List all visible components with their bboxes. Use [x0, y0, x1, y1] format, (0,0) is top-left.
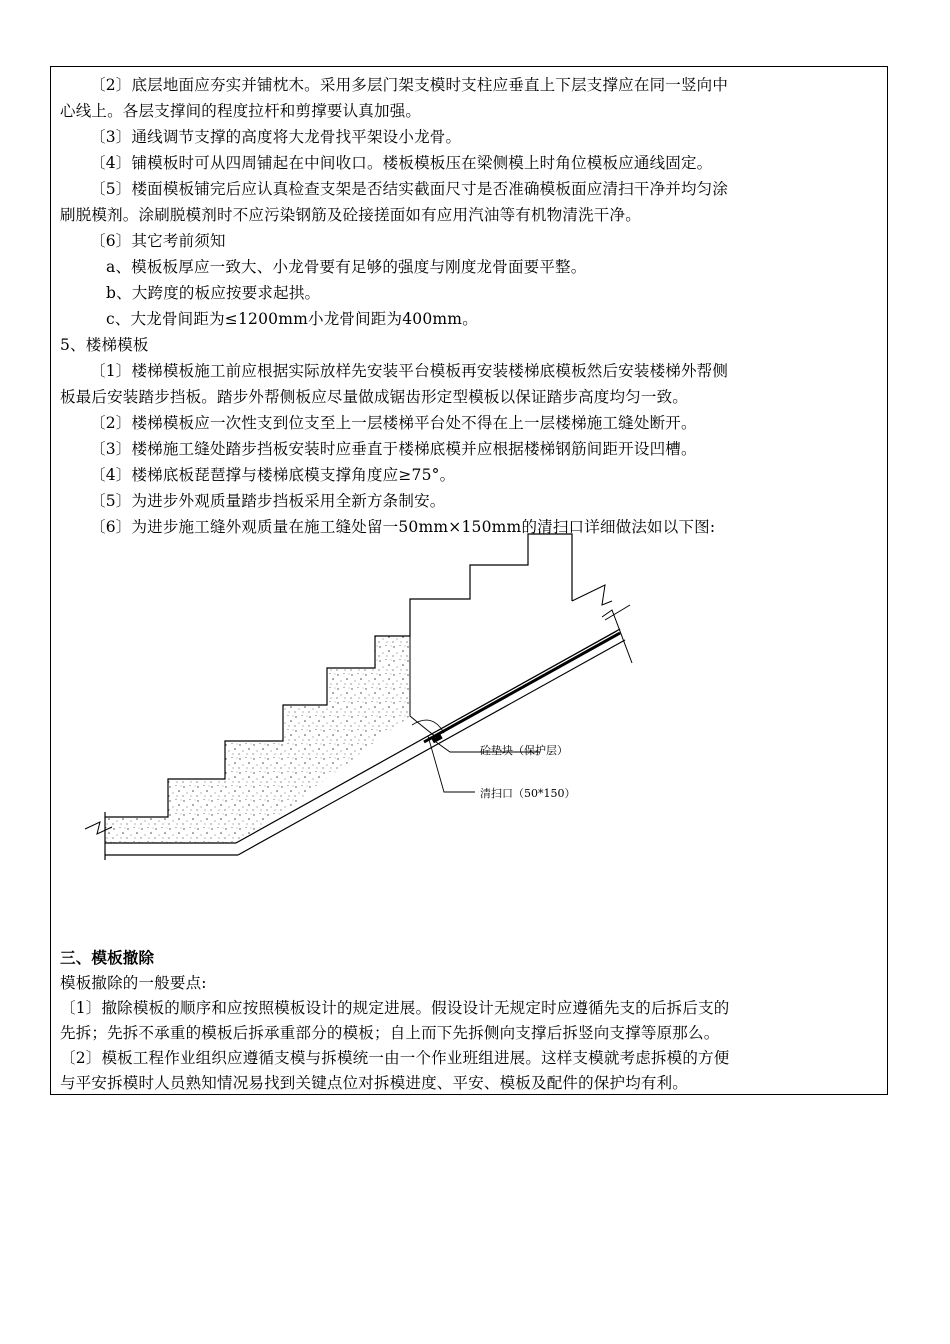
text-line: 〔2〕底层地面应夯实并铺枕木。采用多层门架支模时支柱应垂直上下层支撑应在同一竖向中	[90, 76, 729, 94]
text-line: 〔3〕楼梯施工缝处踏步挡板安装时应垂直于楼梯底模并应根据楼梯钢筋间距开设凹槽。	[90, 440, 697, 458]
text-line: c、大龙骨间距为≤1200mm小龙骨间距为400mm。	[106, 310, 478, 328]
text-line: 心线上。各层支撑间的程度拉杆和剪撑要认真加强。	[60, 102, 422, 120]
section-title-stair: 5、楼梯模板	[60, 336, 149, 354]
text-line: 〔2〕楼梯模板应一次性支到位支至上一层楼梯平台处不得在上一层楼梯施工缝处断开。	[90, 414, 697, 432]
text-line: 〔1〕楼梯模板施工前应根据实际放样先安装平台模板再安装楼梯底模板然后安装楼梯外帮侧	[90, 362, 729, 380]
text-line: 〔4〕楼梯底板琵琶撑与楼梯底模支撑角度应≥75°。	[90, 466, 456, 484]
joint-cleanout	[410, 636, 436, 737]
text-line: 〔2〕模板工程作业组织应遵循支模与拆模统一由一个作业班组进展。这样支模就考虑拆模的方便	[60, 1049, 730, 1067]
text-line: 先拆；先拆不承重的模板后拆承重部分的模板；自上而下先拆侧向支撑后拆竖向支撑等原那么。	[60, 1024, 720, 1042]
text-line: a、模板板厚应一致大、小龙骨要有足够的强度与刚度龙骨面要平整。	[106, 258, 587, 276]
text-line: 〔1〕撤除模板的顺序和应按照模板设计的规定进展。假设设计无规定时应遵循先支的后拆后支的	[60, 999, 730, 1017]
text-line: 模板撤除的一般要点:	[60, 974, 207, 992]
text-line: b、大跨度的板应按要求起拱。	[106, 284, 321, 302]
text-line: 〔6〕其它考前须知	[90, 232, 226, 250]
label-concrete-spacer: 砼垫块（保护层）	[480, 744, 568, 757]
rebar-line-inner	[428, 631, 617, 736]
rebar-line	[424, 633, 620, 742]
concrete-fill	[105, 636, 410, 843]
text-line: 与平安拆模时人员熟知情况易找到关键点位对拆模进度、平安、模板及配件的保护均有利。	[60, 1074, 689, 1092]
text-line: 〔6〕为进步施工缝外观质量在施工缝处留一50mm×150mm的清扫口详细做法如以下图:	[90, 518, 716, 536]
text-line: 〔5〕楼面模板铺完后应认真检查支架是否结实截面尺寸是否准确模板面应清扫干净并均匀涂	[90, 180, 729, 198]
label-cleanout: 清扫口（50*150）	[480, 787, 576, 800]
text-line: 〔3〕通线调节支撑的高度将大龙骨找平架设小龙骨。	[90, 128, 462, 146]
text-line: 刷脱模剂。涂刷脱模剂时不应污染钢筋及砼接搓面如有应用汽油等有机物清洗干净。	[60, 206, 641, 224]
text-line: 〔5〕为进步外观质量踏步挡板采用全新方条制安。	[90, 492, 446, 510]
text-line: 〔4〕铺模板时可从四周铺起在中间收口。楼板模板压在梁侧模上时角位模板应通线固定。	[90, 154, 713, 172]
break-mark-right	[572, 585, 612, 605]
text-line: 板最后安装踏步挡板。踏步外帮侧板应尽量做成锯齿形定型模板以保证踏步高度均匀一致。	[60, 388, 689, 406]
leader-cleanout	[428, 736, 475, 792]
section-title-removal: 三、模板撤除	[60, 949, 155, 967]
